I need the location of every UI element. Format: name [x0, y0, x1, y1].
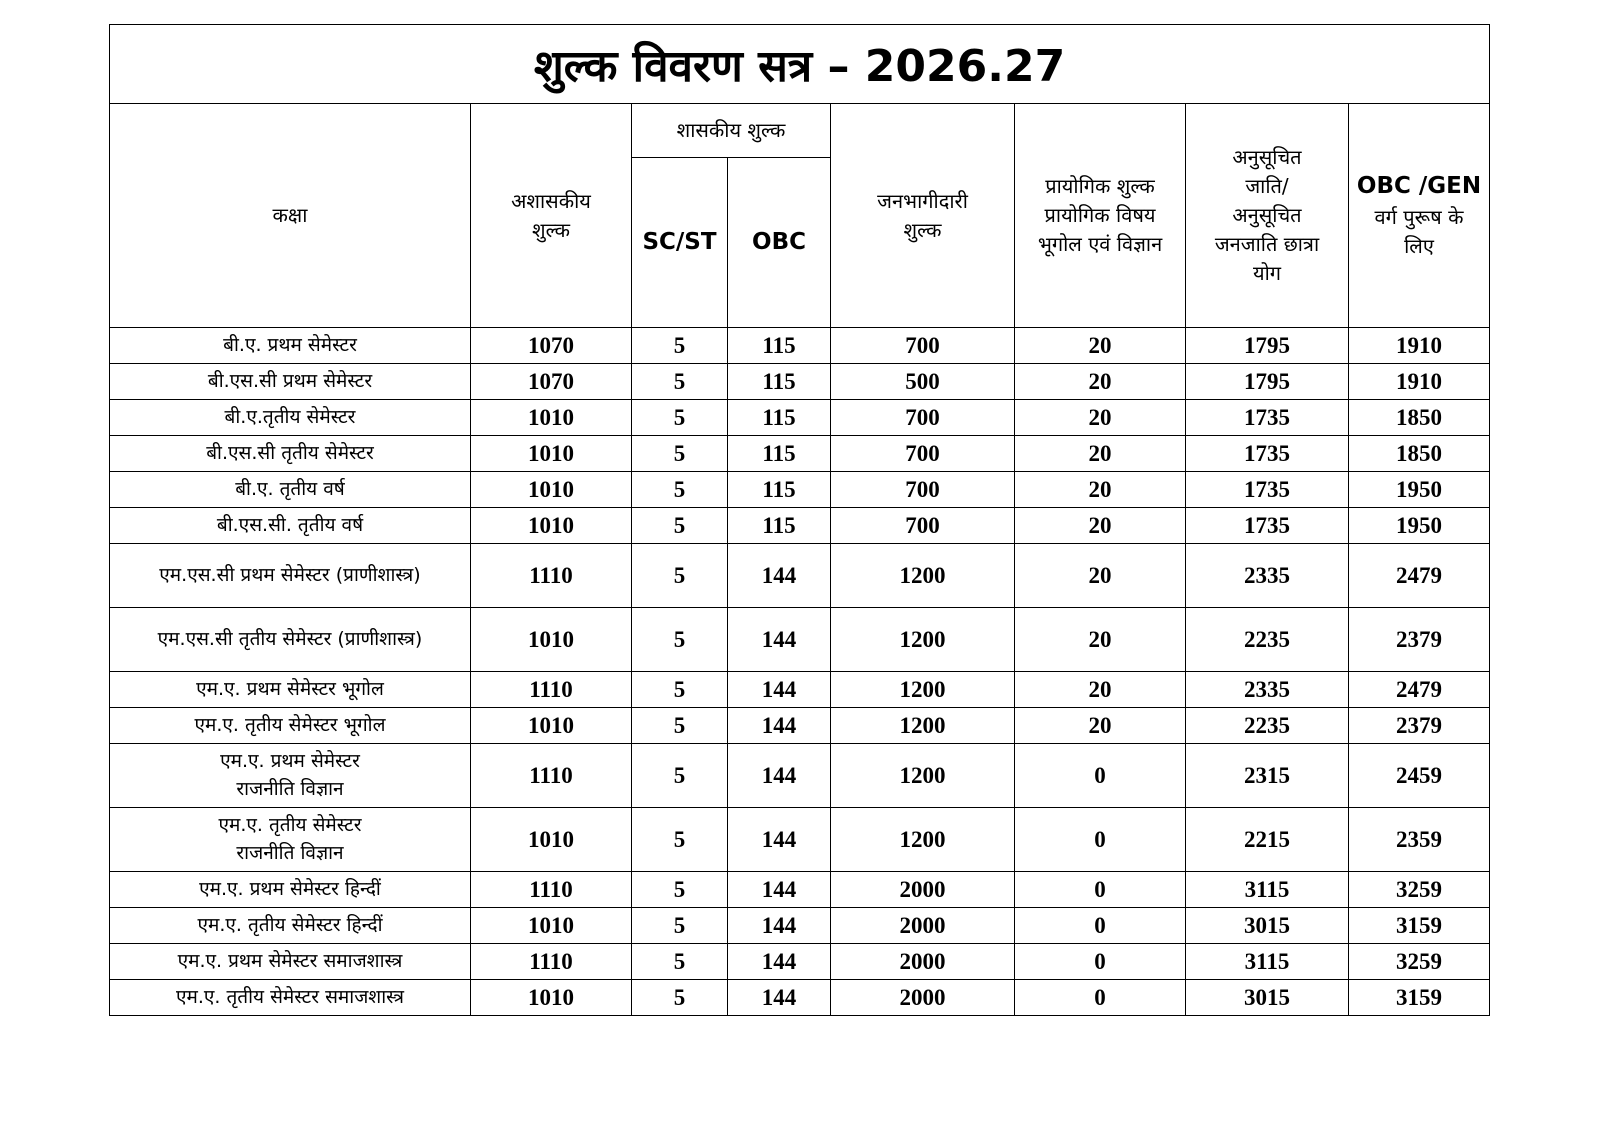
cell-obc: 144: [728, 808, 831, 872]
table-row: [110, 472, 1490, 508]
cell-janbhagidari: 700: [831, 472, 1015, 508]
cell-sc-st: 5: [632, 708, 728, 744]
cell-sc-st-total: 2315: [1186, 744, 1349, 808]
cell-obc-gen-total: 1950: [1349, 508, 1490, 544]
cell-janbhagidari: 1200: [831, 608, 1015, 672]
cell-sc-st: 5: [632, 436, 728, 472]
cell-class: एम.ए. प्रथम सेमेस्टर हिन्दीं: [110, 872, 471, 908]
cell-obc: 144: [728, 608, 831, 672]
cell-sc-st-total: 3115: [1186, 944, 1349, 980]
cell-class: एम.ए. प्रथम सेमेस्टर समाजशास्त्र: [110, 944, 471, 980]
cell-janbhagidari: 700: [831, 400, 1015, 436]
cell-obc: 115: [728, 328, 831, 364]
fee-table: [109, 24, 1490, 1016]
table-row: [110, 364, 1490, 400]
cell-practical: 0: [1015, 908, 1186, 944]
cell-class: बी.ए.तृतीय सेमेस्टर: [110, 400, 471, 436]
cell-janbhagidari: 700: [831, 508, 1015, 544]
table-row: [110, 328, 1490, 364]
cell-non-govt-fee: 1110: [471, 944, 632, 980]
cell-sc-st: 5: [632, 744, 728, 808]
cell-obc: 115: [728, 508, 831, 544]
cell-obc-gen-total: 2379: [1349, 708, 1490, 744]
table-row: [110, 872, 1490, 908]
cell-janbhagidari: 700: [831, 436, 1015, 472]
cell-class: बी.ए. तृतीय वर्ष: [110, 472, 471, 508]
cell-janbhagidari: 700: [831, 328, 1015, 364]
cell-obc-gen-total: 2479: [1349, 672, 1490, 708]
cell-non-govt-fee: 1010: [471, 808, 632, 872]
table-row: [110, 608, 1490, 672]
table-row: [110, 400, 1490, 436]
cell-class: बी.एस.सी. तृतीय वर्ष: [110, 508, 471, 544]
cell-sc-st-total: 1735: [1186, 508, 1349, 544]
table-row: [110, 708, 1490, 744]
cell-obc: 144: [728, 544, 831, 608]
cell-sc-st-total: 2335: [1186, 672, 1349, 708]
cell-obc: 144: [728, 872, 831, 908]
cell-non-govt-fee: 1070: [471, 364, 632, 400]
cell-obc: 115: [728, 400, 831, 436]
header-govt-fee: शासकीय शुल्क: [632, 104, 831, 158]
cell-sc-st-total: 2235: [1186, 708, 1349, 744]
cell-janbhagidari: 2000: [831, 908, 1015, 944]
cell-sc-st: 5: [632, 980, 728, 1016]
header-obc: OBC: [728, 158, 831, 328]
cell-practical: 20: [1015, 364, 1186, 400]
table-row: [110, 672, 1490, 708]
header-sc-st-girls-total: अनुसूचित जाति/ अनुसूचित जनजाति छात्रा योग: [1186, 104, 1349, 328]
cell-sc-st-total: 2335: [1186, 544, 1349, 608]
cell-obc-gen-total: 1850: [1349, 400, 1490, 436]
cell-obc-gen-total: 1850: [1349, 436, 1490, 472]
cell-obc-gen-total: 2379: [1349, 608, 1490, 672]
cell-practical: 20: [1015, 400, 1186, 436]
cell-obc: 144: [728, 944, 831, 980]
cell-non-govt-fee: 1010: [471, 980, 632, 1016]
cell-practical: 0: [1015, 872, 1186, 908]
cell-sc-st: 5: [632, 672, 728, 708]
cell-class: बी.एस.सी प्रथम सेमेस्टर: [110, 364, 471, 400]
cell-obc-gen-total: 1910: [1349, 364, 1490, 400]
header-janbhagidari-fee: जनभागीदारी शुल्क: [831, 104, 1015, 328]
cell-obc: 115: [728, 364, 831, 400]
cell-obc-gen-total: 2459: [1349, 744, 1490, 808]
header-non-govt-fee: अशासकीय शुल्क: [471, 104, 632, 328]
cell-sc-st-total: 3015: [1186, 908, 1349, 944]
cell-practical: 0: [1015, 808, 1186, 872]
table-row: [110, 808, 1490, 872]
cell-class: एम.ए. प्रथम सेमेस्टर भूगोल: [110, 672, 471, 708]
cell-non-govt-fee: 1010: [471, 472, 632, 508]
cell-non-govt-fee: 1010: [471, 608, 632, 672]
cell-sc-st: 5: [632, 508, 728, 544]
cell-class: एम.ए. तृतीय सेमेस्टर भूगोल: [110, 708, 471, 744]
cell-class: एम.एस.सी प्रथम सेमेस्टर (प्राणीशास्त्र): [110, 544, 471, 608]
cell-sc-st: 5: [632, 872, 728, 908]
cell-obc-gen-total: 3159: [1349, 980, 1490, 1016]
fee-table-body: [110, 328, 1490, 1016]
table-row: [110, 508, 1490, 544]
fee-sheet: [109, 24, 1489, 1016]
cell-non-govt-fee: 1070: [471, 328, 632, 364]
cell-obc: 144: [728, 980, 831, 1016]
cell-practical: 20: [1015, 328, 1186, 364]
cell-janbhagidari: 2000: [831, 944, 1015, 980]
cell-non-govt-fee: 1010: [471, 708, 632, 744]
cell-obc: 144: [728, 908, 831, 944]
cell-sc-st-total: 1735: [1186, 400, 1349, 436]
header-sc-st: SC/ST: [632, 158, 728, 328]
header-class: कक्षा: [110, 104, 471, 328]
cell-obc-gen-total: 2479: [1349, 544, 1490, 608]
header-obc-gen-sub: वर्ग पुरूष के लिए: [1374, 204, 1464, 258]
cell-non-govt-fee: 1110: [471, 672, 632, 708]
header-practical-fee: प्रायोगिक शुल्क प्रायोगिक विषय भूगोल एवं विज्ञान: [1015, 104, 1186, 328]
cell-sc-st-total: 1795: [1186, 364, 1349, 400]
cell-class: एम.ए. तृतीय सेमेस्टर समाजशास्त्र: [110, 980, 471, 1016]
cell-sc-st-total: 3015: [1186, 980, 1349, 1016]
cell-class: एम.ए. तृतीय सेमेस्टर हिन्दीं: [110, 908, 471, 944]
table-row: [110, 908, 1490, 944]
cell-non-govt-fee: 1010: [471, 508, 632, 544]
cell-practical: 20: [1015, 708, 1186, 744]
cell-non-govt-fee: 1010: [471, 400, 632, 436]
page-title: शुल्क विवरण सत्र – 2026.27: [110, 25, 1490, 104]
cell-practical: 0: [1015, 980, 1186, 1016]
cell-non-govt-fee: 1110: [471, 872, 632, 908]
header-obc-gen-title: OBC /GEN: [1356, 173, 1482, 200]
table-row: [110, 744, 1490, 808]
cell-janbhagidari: 1200: [831, 744, 1015, 808]
cell-janbhagidari: 2000: [831, 980, 1015, 1016]
cell-practical: 20: [1015, 436, 1186, 472]
cell-sc-st: 5: [632, 908, 728, 944]
cell-obc: 144: [728, 708, 831, 744]
cell-practical: 20: [1015, 672, 1186, 708]
cell-sc-st-total: 3115: [1186, 872, 1349, 908]
cell-sc-st: 5: [632, 472, 728, 508]
cell-practical: 20: [1015, 508, 1186, 544]
cell-practical: 20: [1015, 608, 1186, 672]
cell-sc-st-total: 1795: [1186, 328, 1349, 364]
cell-practical: 0: [1015, 944, 1186, 980]
cell-obc-gen-total: 3159: [1349, 908, 1490, 944]
cell-janbhagidari: 1200: [831, 544, 1015, 608]
cell-class: बी.एस.सी तृतीय सेमेस्टर: [110, 436, 471, 472]
cell-class: एम.ए. प्रथम सेमेस्टर राजनीति विज्ञान: [110, 744, 471, 808]
header-obc-gen-total: [1349, 104, 1490, 328]
cell-sc-st: 5: [632, 544, 728, 608]
cell-practical: 0: [1015, 744, 1186, 808]
cell-janbhagidari: 1200: [831, 708, 1015, 744]
cell-sc-st-total: 1735: [1186, 436, 1349, 472]
cell-sc-st-total: 2215: [1186, 808, 1349, 872]
cell-sc-st: 5: [632, 400, 728, 436]
cell-class: बी.ए. प्रथम सेमेस्टर: [110, 328, 471, 364]
cell-janbhagidari: 1200: [831, 672, 1015, 708]
cell-sc-st: 5: [632, 808, 728, 872]
cell-sc-st-total: 1735: [1186, 472, 1349, 508]
cell-obc: 144: [728, 672, 831, 708]
cell-obc: 144: [728, 744, 831, 808]
cell-obc: 115: [728, 472, 831, 508]
cell-sc-st-total: 2235: [1186, 608, 1349, 672]
table-row: [110, 544, 1490, 608]
cell-sc-st: 5: [632, 328, 728, 364]
cell-practical: 20: [1015, 544, 1186, 608]
cell-class: एम.एस.सी तृतीय सेमेस्टर (प्राणीशास्त्र): [110, 608, 471, 672]
cell-obc: 115: [728, 436, 831, 472]
cell-obc-gen-total: 1910: [1349, 328, 1490, 364]
cell-non-govt-fee: 1110: [471, 744, 632, 808]
table-row: [110, 944, 1490, 980]
cell-janbhagidari: 500: [831, 364, 1015, 400]
cell-sc-st: 5: [632, 364, 728, 400]
cell-obc-gen-total: 1950: [1349, 472, 1490, 508]
cell-janbhagidari: 2000: [831, 872, 1015, 908]
cell-obc-gen-total: 3259: [1349, 944, 1490, 980]
cell-non-govt-fee: 1010: [471, 908, 632, 944]
table-row: [110, 436, 1490, 472]
cell-sc-st: 5: [632, 608, 728, 672]
cell-non-govt-fee: 1110: [471, 544, 632, 608]
cell-obc-gen-total: 2359: [1349, 808, 1490, 872]
cell-class: एम.ए. तृतीय सेमेस्टर राजनीति विज्ञान: [110, 808, 471, 872]
table-row: [110, 980, 1490, 1016]
cell-janbhagidari: 1200: [831, 808, 1015, 872]
cell-non-govt-fee: 1010: [471, 436, 632, 472]
cell-sc-st: 5: [632, 944, 728, 980]
cell-obc-gen-total: 3259: [1349, 872, 1490, 908]
cell-practical: 20: [1015, 472, 1186, 508]
